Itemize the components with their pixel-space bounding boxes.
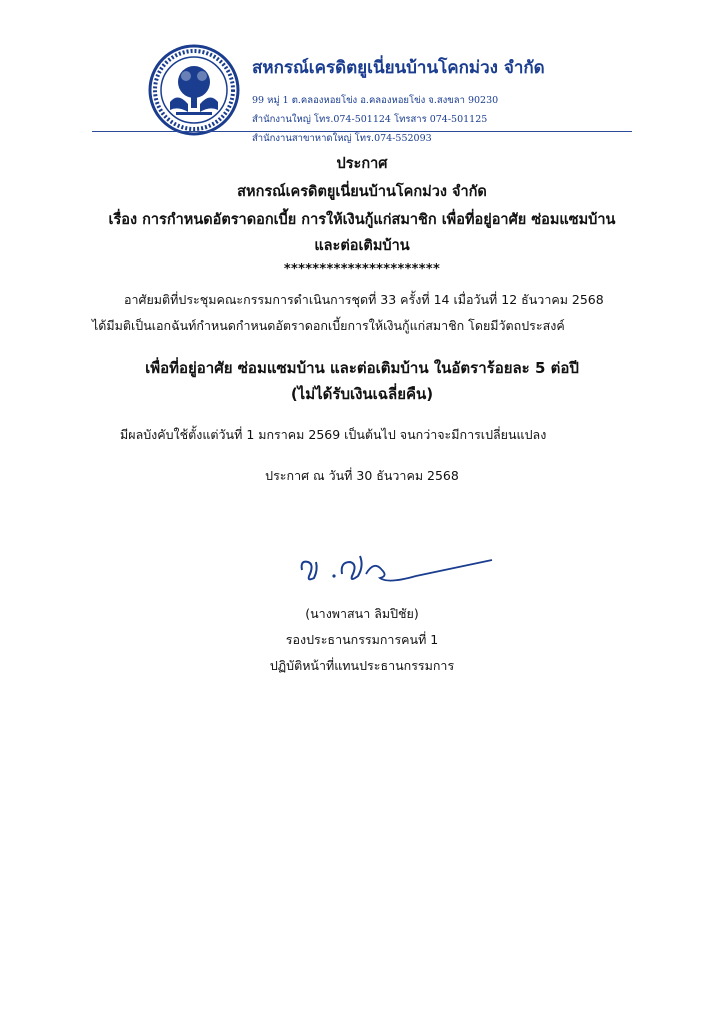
announcement-org: สหกรณ์เครดิตยูเนี่ยนบ้านโคกม่วง จำกัด [237,184,487,200]
organization-address: 99 หมู่ 1 ต.คลองหอยโข่ง อ.คลองหอยโข่ง จ.สงขลา 90230 [252,95,499,106]
rate-statement: เพื่อที่อยู่อาศัย ซ่อมแซมบ้าน และต่อเติมบ้าน ในอัตราร้อยละ 5 ต่อปี [145,359,579,377]
announcement-heading: ประกาศ [336,156,388,172]
body-paragraph-line-2: ได้มีมติเป็นเอกฉันท์กำหนดกำหนดอัตราดอกเบี้ยการให้เงินกู้แก่สมาชิก โดยมีวัตถประสงค์ [92,318,565,333]
head-office-contact: สำนักงานใหญ่ โทร.074-501124 โทรสาร 074-501125 [252,114,488,125]
body-paragraph-line-1: อาศัยมติที่ประชุมคณะกรรมการดำเนินการชุดที่ 33 ครั้งที่ 14 เมื่อวันที่ 12 ธันวาคม 2568 [124,292,604,307]
announcement-date: ประกาศ ณ วันที่ 30 ธันวาคม 2568 [265,468,459,483]
signatory-name: (นางพาสนา ลิมปิชัย) [305,606,419,621]
cooperative-logo [148,44,240,136]
effective-date: มีผลบังคับใช้ตั้งแต่วันที่ 1 มกราคม 2569 เป็นต้นไป จนกว่าจะมีการเปลี่ยนแปลง [120,427,547,442]
announcement-subject-line-1: เรื่อง การกำหนดอัตราดอกเบี้ย การให้เงินกู้แก่สมาชิก เพื่อที่อยู่อาศัย ซ่อมแซมบ้าน [108,212,616,228]
rate-note: (ไม่ได้รับเงินเฉลี่ยคืน) [290,385,434,403]
branch-office-contact: สำนักงานสาขาหาดใหญ่ โทร.074-552093 [252,133,432,144]
signatory-position: รองประธานกรรมการคนที่ 1 [285,632,439,647]
announcement-subject-line-2: และต่อเติมบ้าน [314,238,410,254]
handwritten-signature [296,548,496,596]
signatory-acting-role: ปฏิบัติหน้าที่แทนประธานกรรมการ [269,658,455,673]
separator: ********************** [283,262,441,277]
letterhead [252,50,545,150]
organization-name: สหกรณ์เครดิตยูเนี่ยนบ้านโคกม่วง จำกัด [252,58,545,78]
letterhead-divider [92,131,632,132]
